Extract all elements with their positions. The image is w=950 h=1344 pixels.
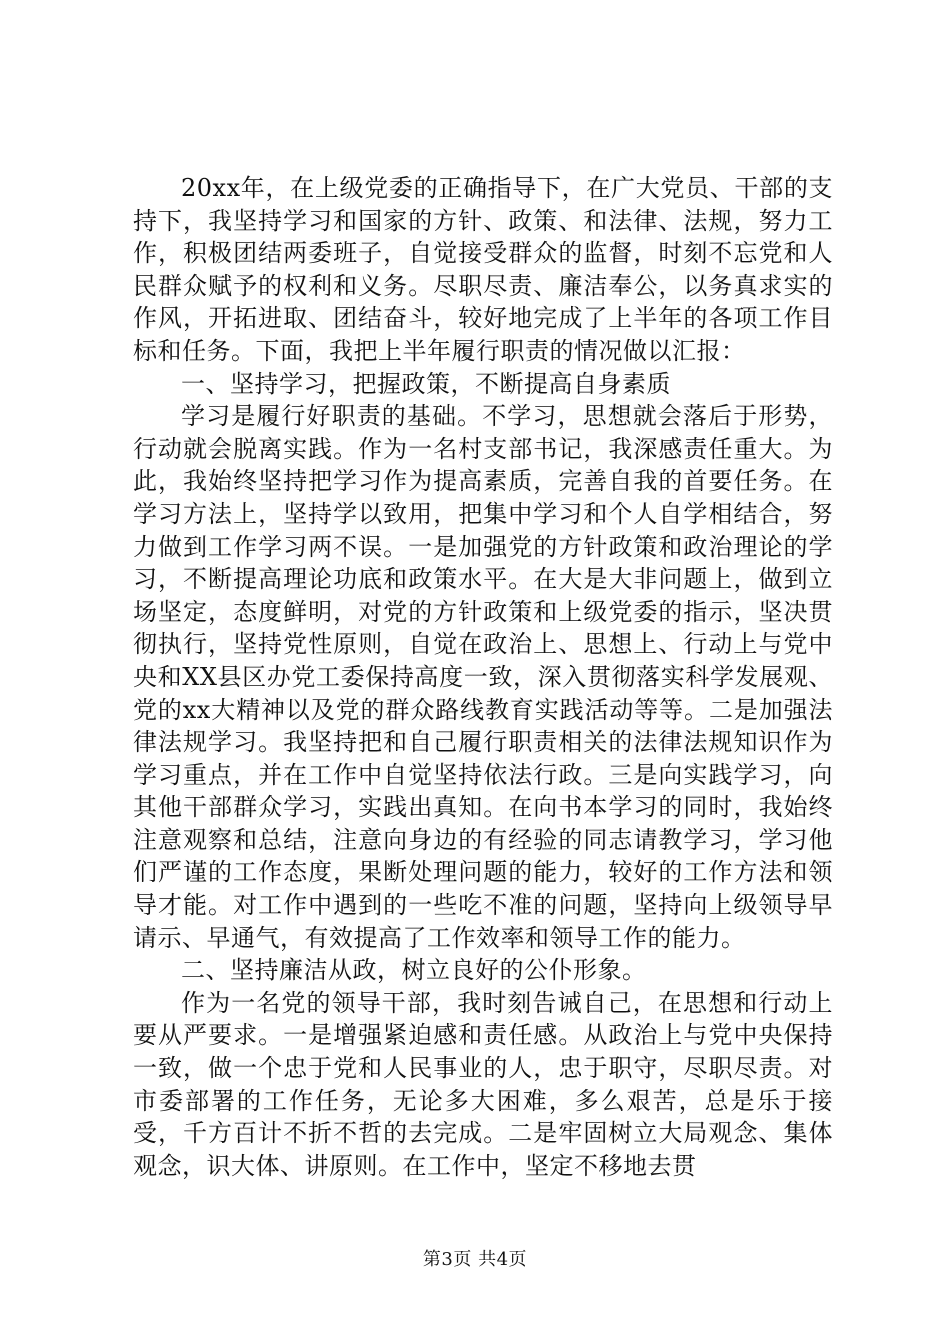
intro-paragraph: 20xx年，在上级党委的正确指导下，在广大党员、干部的支持下，我坚持学习和国家的方针、政策、和法律、法规，努力工作，积极团结两委班子，自觉接受群众的监督，时刻不忘党和人民群众赋予的权利和义务。尽职尽责、廉洁奉公，以务真求实的作风，开拓进取、团结奋斗，较好地完成了上半年的各项工作目标和任务。下面，我把上半年履行职责的情况做以汇报： bbox=[133, 174, 833, 365]
section-heading-1: 一、坚持学习，把握政策，不断提高自身素质 bbox=[181, 369, 671, 398]
section-1-paragraph: 学习是履行好职责的基础。不学习，思想就会落后于形势，行动就会脱离实践。作为一名村支部书记，我深感责任重大。为此，我始终坚持把学习作为提高素质，完善自我的首要任务。在学习方法上，坚持学以致用，把集中学习和个人自学相结合，努力做到工作学习两不误。一是加强党的方针政策和政治理论的学习，不断提高理论功底和政策水平。在大是大非问题上，做到立场坚定，态度鲜明，对党的方针政策和上级党委的指示，坚决贯彻执行，坚持党性原则，自觉在政治上、思想上、行动上与党中央和XX县区办党工委保持高度一致，深入贯彻落实科学发展观、党的xx大精神以及党的群众路线教育实践活动等等。二是加强法律法规学习。我坚持把和自己履行职责相关的法律法规知识作为学习重点，并在工作中自觉坚持依法行政。三是向实践学习，向其他干部群众学习，实践出真知。在向书本学习的同时，我始终注意观察和总结，注意向身边的有经验的同志请教学习，学习他们严谨的工作态度，果断处理问题的能力，较好的工作方法和领导才能。对工作中遇到的一些吃不准的问题，坚持向上级领导早请示、早通气，有效提高了工作效率和领导工作的能力。 bbox=[133, 402, 833, 952]
document-body bbox=[133, 172, 833, 1182]
page-footer: 第3页 共4页 bbox=[422, 1249, 528, 1270]
section-heading-2: 二、坚持廉洁从政，树立良好的公仆形象。 bbox=[181, 956, 647, 985]
section-2-paragraph: 作为一名党的领导干部，我时刻告诫自己，在思想和行动上要从严要求。一是增强紧迫感和责任感。从政治上与党中央保持一致，做一个忠于党和人民事业的人，忠于职守，尽职尽责。对市委部署的工作任务，无论多大困难，多么艰苦，总是乐于接受，千方百计不折不哲的去完成。二是牢固树立大局观念、集体观念，识大体、讲原则。在工作中，坚定不移地去贯 bbox=[133, 988, 833, 1180]
